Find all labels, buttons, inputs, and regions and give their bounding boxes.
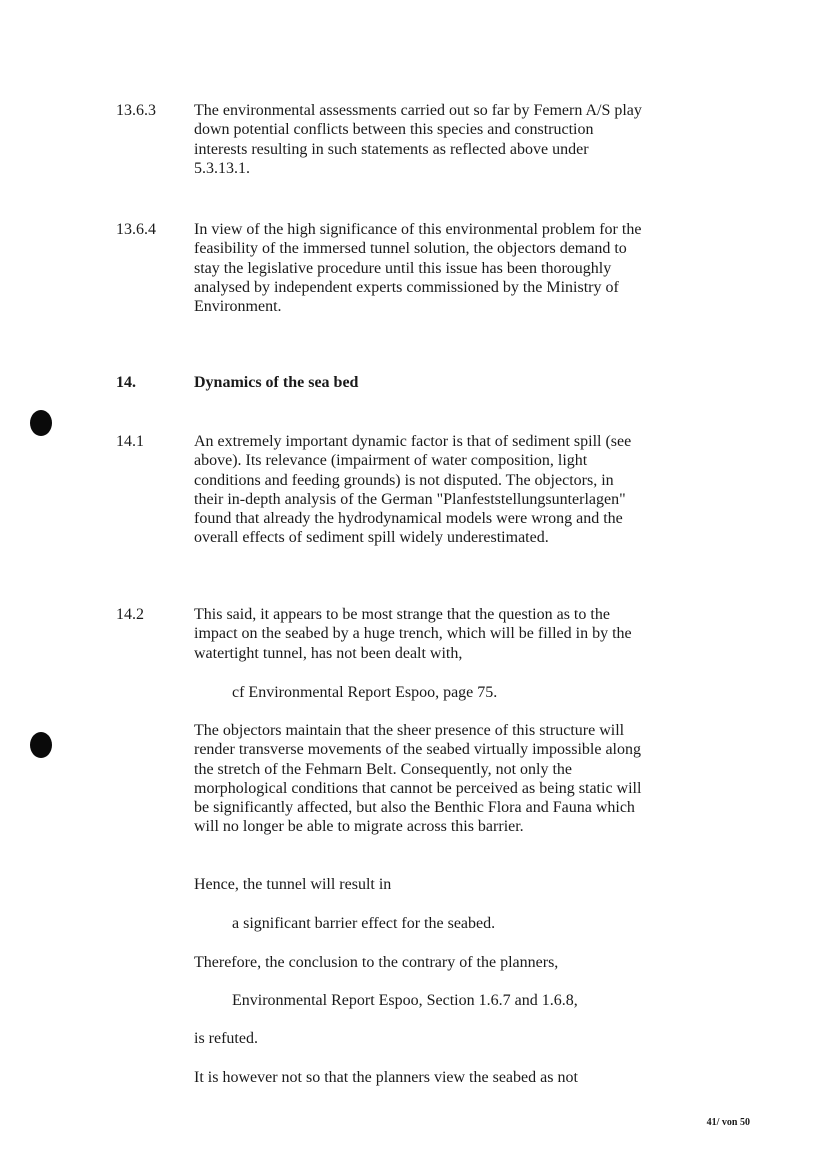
section-text-14-2-p6: It is however not so that the planners view the seabed as not — [194, 1069, 578, 1086]
section-number-13-6-4: 13.6.4 — [116, 221, 156, 238]
section-text-14-2-p1: This said, it appears to be most strange that the question as to the impact on the seabed by a huge trench, which will be filled in by the watertight tunnel, has not been dealt with, — [194, 606, 632, 662]
section-number-13-6-3: 13.6.3 — [116, 102, 156, 119]
section-text-14-2-p2: The objectors maintain that the sheer presence of this structure will render transverse movements of the seabed virtually impossible along the stretch of the Fehmarn Belt. Consequently, not only the morphological conditions that cannot be perceived as being static will be significantly affected, but also the Benthic Flora and Fauna which will no longer be able to migrate across this barrier. — [194, 722, 642, 836]
section-text-14-2-p3: Hence, the tunnel will result in — [194, 876, 392, 893]
section-number-14-2: 14.2 — [116, 606, 144, 623]
page-number-footer: 41/ von 50 — [706, 1117, 750, 1128]
punch-hole-bottom — [30, 732, 52, 758]
section-text-14-1: An extremely important dynamic factor is that of sediment spill (see above). Its relevance (impairment of water composition, light conditions and feeding grounds) is not disputed. The objectors, in their in-depth analysis of the German "Planfeststellungsunterlagen" found that already the hydrodynamical models were wrong and the overall effects of sediment spill widely underestimated. — [194, 433, 632, 547]
section-text-13-6-4: In view of the high significance of this environmental problem for the feasibility of the immersed tunnel solution, the objectors demand to stay the legislative procedure until this issue has been thoroughly analysed by independent experts commissioned by the Ministry of Environment. — [194, 221, 642, 316]
section-number-14-1: 14.1 — [116, 433, 144, 450]
section-text-14-2-p4: Therefore, the conclusion to the contrary of the planners, — [194, 954, 559, 971]
heading-number: 14. — [116, 374, 136, 391]
quote-espoo-section: Environmental Report Espoo, Section 1.6.7 and 1.6.8, — [232, 992, 578, 1009]
section-text-13-6-3: The environmental assessments carried out so far by Femern A/S play down potential conflicts between this species and construction interests resulting in such statements as reflected above under 5.3.13.1. — [194, 102, 642, 177]
section-text-14-2-p5: is refuted. — [194, 1030, 258, 1047]
heading-title: Dynamics of the sea bed — [194, 374, 359, 391]
quote-espoo-page-75: cf Environmental Report Espoo, page 75. — [232, 684, 498, 701]
punch-hole-top — [30, 410, 52, 436]
quote-barrier-effect: a significant barrier effect for the seabed. — [232, 915, 496, 932]
